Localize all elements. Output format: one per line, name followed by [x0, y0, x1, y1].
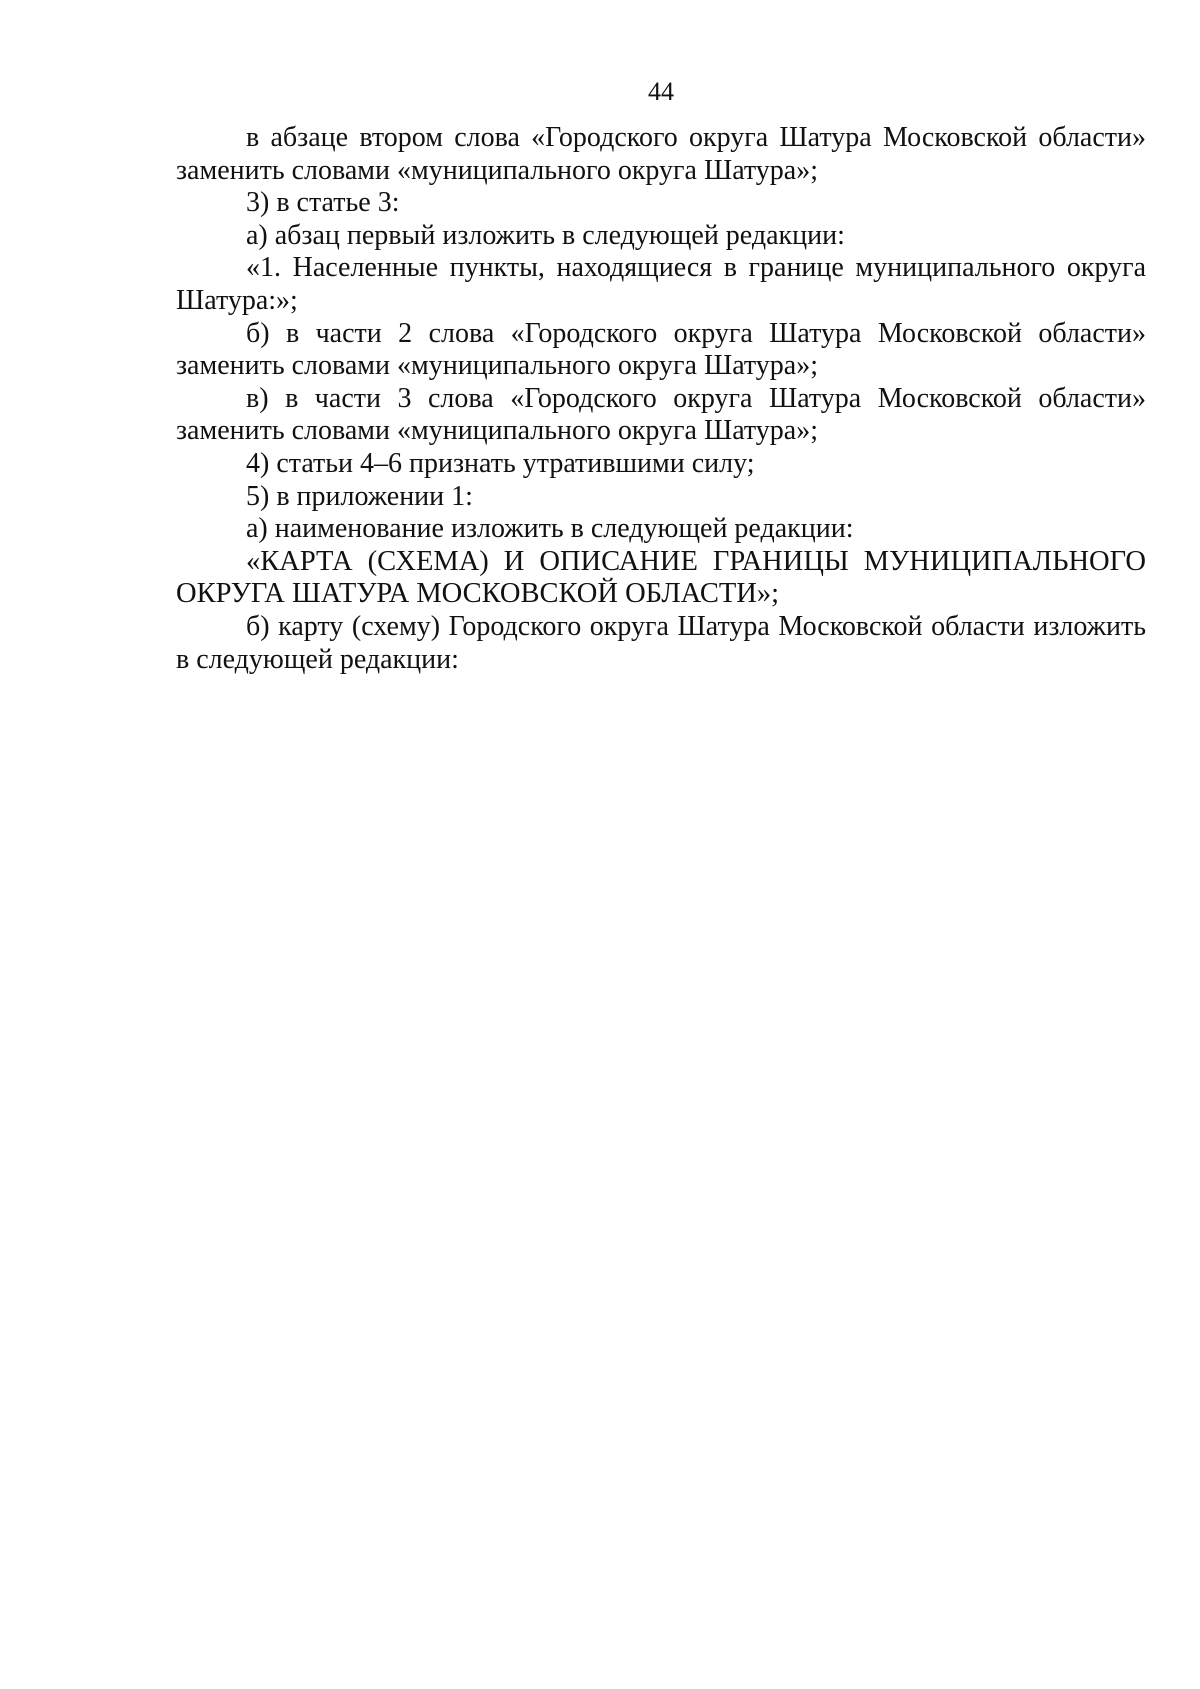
paragraph: б) в части 2 слова «Городского округа Шатура Московской области» заменить словами «муниципального округа Шатура»; — [176, 317, 1146, 382]
paragraph: 3) в статье 3: — [246, 187, 400, 219]
paragraph: а) наименование изложить в следующей редакции: — [246, 513, 854, 545]
page-number: 44 — [648, 77, 674, 106]
paragraph: в) в части 3 слова «Городского округа Шатура Московской области» заменить словами «муниципального округа Шатура»; — [176, 382, 1146, 447]
paragraph: «1. Населенные пункты, находящиеся в границе муниципального округа Шатура:»; — [176, 252, 1146, 316]
document-body — [176, 122, 1146, 676]
paragraph: в абзаце втором слова «Городского округа Шатура Московской области» заменить словами «муниципального округа Шатура»; — [176, 122, 1146, 186]
paragraph: 5) в приложении 1: — [246, 480, 473, 512]
paragraph: 4) статьи 4–6 признать утратившими силу; — [246, 447, 755, 479]
paragraph: а) абзац первый изложить в следующей редакции: — [246, 219, 845, 251]
paragraph: б) карту (схему) Городского округа Шатура Московской области изложить в следующей редакции: — [176, 610, 1146, 675]
paragraph-heading-text: «КАРТА (СХЕМА) И ОПИСАНИЕ ГРАНИЦЫ МУНИЦИПАЛЬНОГО ОКРУГА ШАТУРА МОСКОВСКОЙ ОБЛАСТИ»; — [176, 545, 1146, 610]
